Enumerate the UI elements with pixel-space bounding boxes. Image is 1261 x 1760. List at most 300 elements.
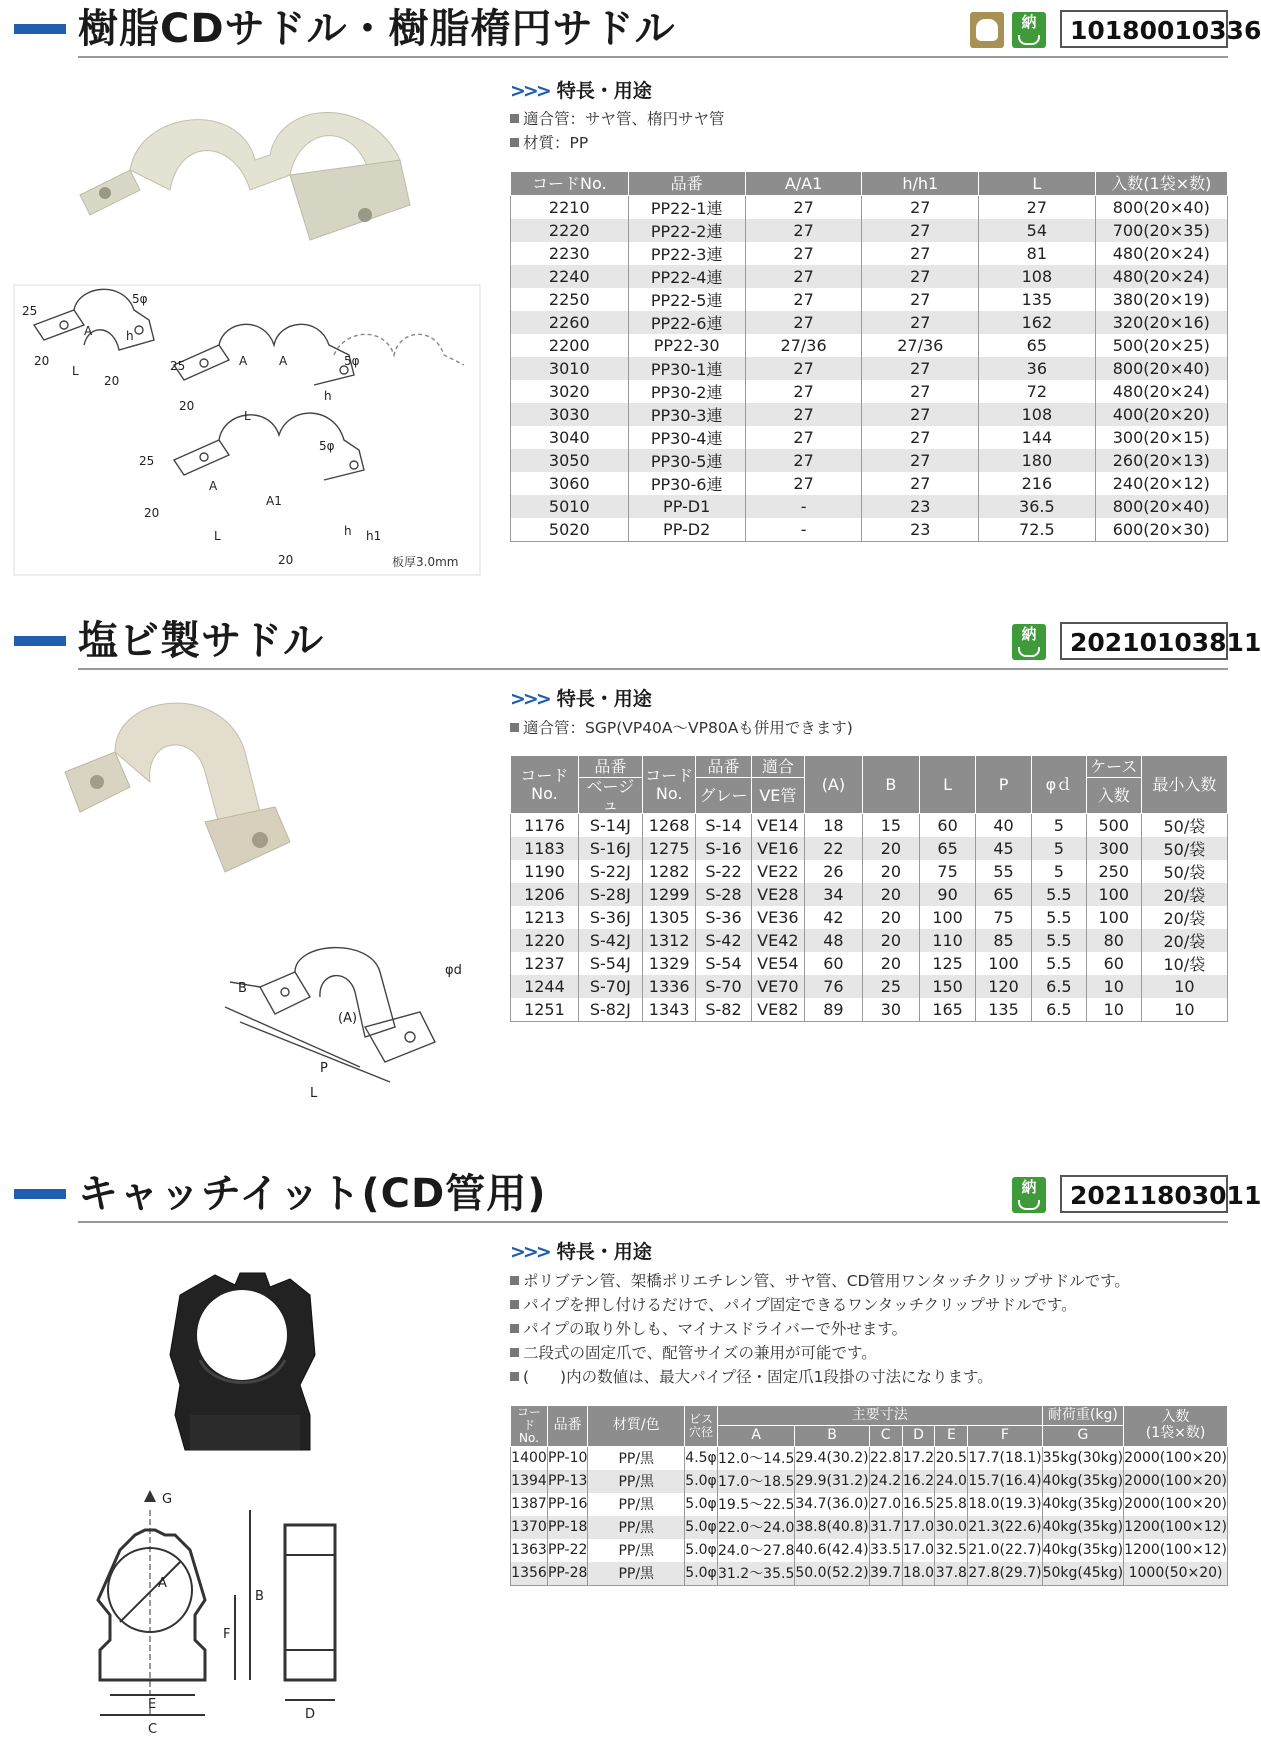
column-header: h/h1 [862, 172, 979, 196]
column-header: 品番 [696, 756, 751, 778]
table-cell: PP/黒 [588, 1470, 685, 1493]
dim-label: B [238, 981, 247, 996]
table-row [511, 495, 1228, 518]
table-cell: S-16 [696, 837, 751, 860]
dim-label: C [148, 1722, 158, 1737]
table-cell: 216 [979, 472, 1096, 495]
dim-label: 25 [22, 304, 38, 318]
table-row [511, 288, 1228, 311]
table-cell: 27 [862, 219, 979, 242]
table-cell: 2230 [511, 242, 629, 265]
dim-label: D [305, 1707, 316, 1722]
table-cell: PP22-3連 [628, 242, 745, 265]
column-subheader: VE管 [751, 778, 805, 814]
table-cell: 1394 [511, 1470, 548, 1493]
table-cell: 30 [862, 998, 919, 1022]
table-cell: PP30-1連 [628, 357, 745, 380]
table-cell: 500 [1086, 814, 1141, 838]
table-cell: 300(20×15) [1095, 426, 1227, 449]
table-cell: 2260 [511, 311, 629, 334]
table-cell: 1312 [642, 929, 695, 952]
table-cell: 17.7(18.1) [968, 1446, 1042, 1470]
table-cell: 42 [805, 906, 863, 929]
table-cell: 260(20×13) [1095, 449, 1227, 472]
table-cell: 27 [862, 403, 979, 426]
table-cell: 2240 [511, 265, 629, 288]
column-subheader: G [1042, 1426, 1124, 1446]
column-header: 入数(1袋×数) [1095, 172, 1227, 196]
table-cell: 320(20×16) [1095, 311, 1227, 334]
table-row [511, 449, 1228, 472]
table-cell: 1251 [511, 998, 579, 1022]
table-cell: 20 [862, 883, 919, 906]
table-cell: 23 [862, 518, 979, 542]
table-cell: 16.5 [902, 1493, 935, 1516]
column-subheader: 入数 [1086, 778, 1141, 814]
table-cell: 27 [862, 472, 979, 495]
table-cell: 27 [745, 196, 862, 220]
feature-item: ポリブテン管、架橋ポリエチレン管、サヤ管、CD管用ワンタッチクリップサドルです。 [510, 1269, 1130, 1291]
column-subheader: ベージュ [578, 778, 642, 814]
table-cell: 1363 [511, 1539, 548, 1562]
column-header: 耐荷重(kg) [1042, 1406, 1124, 1426]
table-row [511, 1493, 1228, 1516]
dimension-diagram-resin-saddle [14, 285, 480, 575]
table-cell: 16.2 [902, 1470, 935, 1493]
product-code: 10180010336 [1060, 10, 1228, 48]
dim-label: A [279, 354, 288, 368]
spec-table [510, 755, 1228, 1022]
table-row [511, 837, 1228, 860]
table-cell: 800(20×40) [1095, 495, 1227, 518]
table-row [511, 1562, 1228, 1586]
table-cell: 1220 [511, 929, 579, 952]
features-title: >>> 特長・用途 [510, 80, 652, 102]
table-cell: 2200 [511, 334, 629, 357]
table-cell: S-22J [578, 860, 642, 883]
feature-item: 材質：PP [510, 131, 588, 153]
table-cell: 72.5 [979, 518, 1096, 542]
dim-label: P [320, 1061, 328, 1076]
table-cell: 20/袋 [1141, 883, 1227, 906]
table-cell: 40.6(42.4) [795, 1539, 869, 1562]
dim-label: 5φ [132, 292, 148, 306]
table-cell: 1299 [642, 883, 695, 906]
table-cell: S-14J [578, 814, 642, 838]
plate-thickness-note: 板厚3.0mm [392, 555, 459, 569]
dim-label: E [148, 1697, 157, 1712]
section-divider [78, 1221, 1228, 1223]
dim-label: 20 [144, 506, 160, 520]
table-cell: 6.5 [1032, 998, 1087, 1022]
table-cell: S-82J [578, 998, 642, 1022]
table-cell: 162 [979, 311, 1096, 334]
table-cell: 27.8(29.7) [968, 1562, 1042, 1586]
section-accent-bar [14, 24, 66, 34]
column-header: 最小入数 [1141, 756, 1227, 814]
table-cell: 20/袋 [1141, 929, 1227, 952]
table-row [511, 472, 1228, 495]
table-cell: S-28J [578, 883, 642, 906]
spec-table [510, 171, 1228, 542]
table-row [511, 906, 1228, 929]
table-cell: 5.0φ [685, 1516, 718, 1539]
table-cell: 35kg(30kg) [1042, 1446, 1124, 1470]
dim-label: A [158, 1576, 167, 1591]
column-header: L [979, 172, 1096, 196]
table-cell: 45 [976, 837, 1032, 860]
table-row [511, 426, 1228, 449]
column-header: コード No. [642, 756, 695, 814]
table-cell: 50/袋 [1141, 814, 1227, 838]
table-cell: 50.0(52.2) [795, 1562, 869, 1586]
table-cell: VE42 [751, 929, 805, 952]
table-cell: 27 [745, 265, 862, 288]
section-catch-it [0, 1165, 1261, 1760]
table-cell: 18.0 [902, 1562, 935, 1586]
dim-label: (A) [338, 1011, 358, 1026]
table-cell: 27 [745, 288, 862, 311]
table-cell: 2220 [511, 219, 629, 242]
section-header [0, 612, 1261, 672]
table-cell: 65 [920, 837, 976, 860]
table-cell: 18.0(19.3) [968, 1493, 1042, 1516]
table-cell: 20/袋 [1141, 906, 1227, 929]
table-cell: 27 [745, 426, 862, 449]
table-cell: PP-13 [547, 1470, 587, 1493]
dim-label: L [72, 364, 79, 378]
column-header: 入数 (1袋×数) [1124, 1406, 1228, 1447]
column-subheader: F [968, 1426, 1042, 1446]
table-cell: 1268 [642, 814, 695, 838]
table-cell: 81 [979, 242, 1096, 265]
table-cell: 40kg(35kg) [1042, 1470, 1124, 1493]
table-cell: PP22-5連 [628, 288, 745, 311]
table-cell: 27 [862, 426, 979, 449]
dim-label: A [84, 324, 93, 338]
table-cell: 27 [745, 357, 862, 380]
table-cell: - [745, 518, 862, 542]
feature-item: 適合管：SGP(VP40A～VP80Aも併用できます) [510, 716, 853, 738]
table-cell: 1206 [511, 883, 579, 906]
table-cell: 37.8 [935, 1562, 968, 1586]
table-cell: 125 [920, 952, 976, 975]
table-cell: 21.0(22.7) [968, 1539, 1042, 1562]
table-cell: 34.7(36.0) [795, 1493, 869, 1516]
feature-item: パイプを押し付けるだけで、パイプ固定できるワンタッチクリップサドルです。 [510, 1293, 1077, 1315]
dim-label: A1 [266, 494, 282, 508]
table-cell: 27 [862, 380, 979, 403]
product-photo-pvc-saddle [55, 692, 295, 902]
table-cell: 165 [920, 998, 976, 1022]
table-cell: S-22 [696, 860, 751, 883]
table-cell: VE16 [751, 837, 805, 860]
product-code: 20210103811 [1060, 622, 1228, 660]
table-cell: 3060 [511, 472, 629, 495]
column-subheader: グレー [696, 778, 751, 814]
table-cell: 36.5 [979, 495, 1096, 518]
table-cell: 20 [862, 837, 919, 860]
table-cell: PP-28 [547, 1562, 587, 1586]
table-cell: 1237 [511, 952, 579, 975]
dim-label: 20 [278, 553, 294, 567]
table-row [511, 860, 1228, 883]
table-cell: 1400 [511, 1446, 548, 1470]
table-cell: 38.8(40.8) [795, 1516, 869, 1539]
column-header: コードNo. [511, 172, 629, 196]
table-cell: 1190 [511, 860, 579, 883]
features-title: >>> 特長・用途 [510, 1241, 652, 1263]
table-cell: 800(20×40) [1095, 357, 1227, 380]
table-cell: 5 [1032, 814, 1087, 838]
table-cell: 5.5 [1032, 906, 1087, 929]
table-cell: 12.0～14.5 [718, 1446, 795, 1470]
table-cell: PP22-1連 [628, 196, 745, 220]
table-cell: 27/36 [862, 334, 979, 357]
table-cell: 1356 [511, 1562, 548, 1586]
section-title: 樹脂CDサドル・樹脂楕円サドル [78, 6, 676, 52]
table-cell: 60 [1086, 952, 1141, 975]
table-cell: 25 [862, 975, 919, 998]
section-divider [78, 56, 1228, 58]
column-header: 主要寸法 [718, 1406, 1043, 1426]
table-cell: 5.0φ [685, 1470, 718, 1493]
table-cell: PP-18 [547, 1516, 587, 1539]
table-row [511, 334, 1228, 357]
table-cell: PP-D1 [628, 495, 745, 518]
table-cell: PP/黒 [588, 1562, 685, 1586]
table-cell: 26 [805, 860, 863, 883]
table-cell: 60 [920, 814, 976, 838]
table-row [511, 311, 1228, 334]
table-cell: 18 [805, 814, 863, 838]
table-cell: S-54J [578, 952, 642, 975]
table-cell: VE28 [751, 883, 805, 906]
table-cell: 72 [979, 380, 1096, 403]
column-header: 品番 [547, 1406, 587, 1447]
column-header: L [920, 756, 976, 814]
table-cell: 34 [805, 883, 863, 906]
table-cell: 27 [862, 357, 979, 380]
table-cell: 60 [805, 952, 863, 975]
table-cell: 110 [920, 929, 976, 952]
table-cell: S-36 [696, 906, 751, 929]
dim-label: L [244, 409, 251, 423]
table-cell: 3020 [511, 380, 629, 403]
table-cell: PP30-2連 [628, 380, 745, 403]
table-cell: 22 [805, 837, 863, 860]
table-cell: S-36J [578, 906, 642, 929]
table-cell: 24.0 [935, 1470, 968, 1493]
dim-label: 5φ [344, 354, 360, 368]
table-row [511, 1446, 1228, 1470]
table-cell: 10 [1141, 975, 1227, 998]
column-subheader: B [795, 1426, 869, 1446]
table-cell: 24.0～27.8 [718, 1539, 795, 1562]
table-cell: 22.8 [869, 1446, 902, 1470]
table-cell: 1200(100×12) [1124, 1539, 1228, 1562]
column-header: A/A1 [745, 172, 862, 196]
feature-item: 二段式の固定爪で、配管サイズの兼用が可能です。 [510, 1341, 877, 1363]
table-cell: 17.0 [902, 1516, 935, 1539]
table-cell: 2210 [511, 196, 629, 220]
table-cell: 80 [1086, 929, 1141, 952]
table-cell: S-82 [696, 998, 751, 1022]
column-header: 適合 [751, 756, 805, 778]
table-cell: 31.2～35.5 [718, 1562, 795, 1586]
table-cell: PP30-6連 [628, 472, 745, 495]
table-cell: 27 [862, 196, 979, 220]
table-cell: PP/黒 [588, 1493, 685, 1516]
table-cell: 1370 [511, 1516, 548, 1539]
delivery-icon: 納 [1012, 12, 1046, 48]
table-cell: 30.0 [935, 1516, 968, 1539]
table-cell: VE14 [751, 814, 805, 838]
product-photo-catch-it [160, 1265, 330, 1460]
table-cell: VE70 [751, 975, 805, 998]
table-cell: PP-D2 [628, 518, 745, 542]
table-row [511, 952, 1228, 975]
spec-table [510, 1405, 1228, 1586]
table-cell: 3010 [511, 357, 629, 380]
table-cell: 5010 [511, 495, 629, 518]
table-cell: 50/袋 [1141, 837, 1227, 860]
dim-label: L [214, 529, 221, 543]
table-cell: 27 [745, 472, 862, 495]
table-cell: 40kg(35kg) [1042, 1516, 1124, 1539]
table-cell: 29.9(31.2) [795, 1470, 869, 1493]
dim-label: B [255, 1589, 264, 1604]
table-cell: 100 [920, 906, 976, 929]
table-cell: 89 [805, 998, 863, 1022]
table-cell: 5.5 [1032, 883, 1087, 906]
table-cell: 108 [979, 403, 1096, 426]
table-cell: 800(20×40) [1095, 196, 1227, 220]
section-header [0, 0, 1261, 60]
table-cell: 135 [979, 288, 1096, 311]
table-cell: 108 [979, 265, 1096, 288]
table-cell: 27 [862, 242, 979, 265]
table-cell: 480(20×24) [1095, 380, 1227, 403]
table-cell: 27 [979, 196, 1096, 220]
table-cell: 1183 [511, 837, 579, 860]
table-cell: 4.5φ [685, 1446, 718, 1470]
table-cell: 15.7(16.4) [968, 1470, 1042, 1493]
table-cell: 40 [976, 814, 1032, 838]
table-cell: VE36 [751, 906, 805, 929]
table-cell: 5.0φ [685, 1493, 718, 1516]
table-cell: 27 [745, 311, 862, 334]
section-accent-bar [14, 1189, 66, 1199]
table-cell: 380(20×19) [1095, 288, 1227, 311]
table-cell: 23 [862, 495, 979, 518]
table-cell: 3040 [511, 426, 629, 449]
column-subheader: C [869, 1426, 902, 1446]
section-accent-bar [14, 636, 66, 646]
table-cell: 1176 [511, 814, 579, 838]
table-cell: 100 [1086, 883, 1141, 906]
table-cell: S-42J [578, 929, 642, 952]
table-cell: 85 [976, 929, 1032, 952]
table-cell: 400(20×20) [1095, 403, 1227, 426]
table-cell: 40kg(35kg) [1042, 1493, 1124, 1516]
table-cell: 10 [1086, 998, 1141, 1022]
feature-item: 適合管：サヤ管、楕円サヤ管 [510, 107, 725, 129]
table-cell: 65 [979, 334, 1096, 357]
table-cell: 31.7 [869, 1516, 902, 1539]
table-cell: 5.0φ [685, 1562, 718, 1586]
table-cell: 15 [862, 814, 919, 838]
table-cell: 36 [979, 357, 1096, 380]
table-row [511, 196, 1228, 220]
table-cell: 150 [920, 975, 976, 998]
column-header: 品番 [578, 756, 642, 778]
table-cell: PP/黒 [588, 1446, 685, 1470]
dim-label: L [310, 1086, 318, 1101]
table-cell: 27 [745, 242, 862, 265]
table-cell: 25.8 [935, 1493, 968, 1516]
dim-label: h [126, 329, 134, 343]
column-header: B [862, 756, 919, 814]
table-cell: 135 [976, 998, 1032, 1022]
table-cell: S-16J [578, 837, 642, 860]
table-cell: 40kg(35kg) [1042, 1539, 1124, 1562]
table-cell: 5020 [511, 518, 629, 542]
table-cell: PP-16 [547, 1493, 587, 1516]
table-cell: 6.5 [1032, 975, 1087, 998]
table-cell: PP30-5連 [628, 449, 745, 472]
table-cell: 50/袋 [1141, 860, 1227, 883]
section-divider [78, 668, 1228, 670]
table-cell: 50kg(45kg) [1042, 1562, 1124, 1586]
table-cell: S-14 [696, 814, 751, 838]
table-cell: 27/36 [745, 334, 862, 357]
dimension-diagram-pvc-saddle [220, 942, 480, 1112]
table-cell: PP-10 [547, 1446, 587, 1470]
table-cell: PP30-3連 [628, 403, 745, 426]
table-cell: 17.0 [902, 1539, 935, 1562]
dim-label: 20 [34, 354, 50, 368]
dim-label: h [344, 524, 352, 538]
feature-item: パイプの取り外しも、マイナスドライバーで外せます。 [510, 1317, 907, 1339]
table-row [511, 814, 1228, 838]
column-subheader: A [718, 1426, 795, 1446]
column-header: ビス 穴径 [685, 1406, 718, 1447]
section-title: キャッチイット(CD管用) [78, 1171, 547, 1217]
table-cell: PP22-4連 [628, 265, 745, 288]
table-cell: PP30-4連 [628, 426, 745, 449]
table-row [511, 975, 1228, 998]
table-cell: VE82 [751, 998, 805, 1022]
table-cell: 20 [862, 929, 919, 952]
column-header: 品番 [628, 172, 745, 196]
table-cell: 1244 [511, 975, 579, 998]
table-cell: 300 [1086, 837, 1141, 860]
table-cell: PP22-6連 [628, 311, 745, 334]
dim-label: 5φ [319, 439, 335, 453]
table-cell: 48 [805, 929, 863, 952]
table-cell: 1213 [511, 906, 579, 929]
table-cell: 3050 [511, 449, 629, 472]
dim-label: 20 [179, 399, 195, 413]
table-cell: 39.7 [869, 1562, 902, 1586]
table-cell: 10 [1141, 998, 1227, 1022]
table-row [511, 242, 1228, 265]
table-cell: 1275 [642, 837, 695, 860]
table-row [511, 219, 1228, 242]
table-cell: 55 [976, 860, 1032, 883]
table-cell: 76 [805, 975, 863, 998]
